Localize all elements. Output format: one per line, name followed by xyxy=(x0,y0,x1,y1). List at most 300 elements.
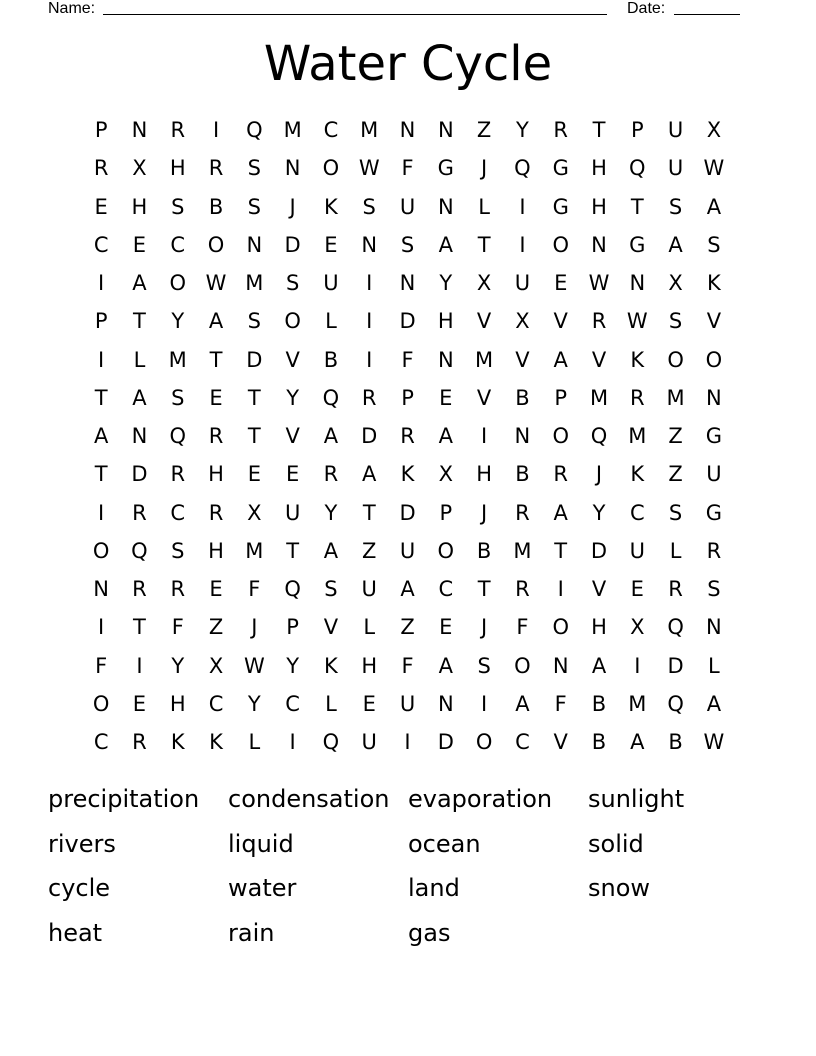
grid-letter: Z xyxy=(208,615,224,640)
grid-letter: L xyxy=(133,347,146,372)
grid-letter: V xyxy=(285,424,300,448)
grid-letter: F xyxy=(401,653,414,678)
grid-letter: H xyxy=(208,538,224,563)
grid-letter: S xyxy=(285,271,300,295)
grid-letter: I xyxy=(519,232,526,257)
grid-letter: M xyxy=(666,385,685,410)
grid-letter: D xyxy=(284,232,301,257)
grid-letter: R xyxy=(323,462,339,487)
grid-letter: F xyxy=(516,615,529,640)
grid-letter: I xyxy=(98,615,105,640)
word-list-item: heat xyxy=(48,918,103,947)
grid-letter: K xyxy=(324,194,338,219)
grid-letter: I xyxy=(557,577,564,601)
grid-letter: Y xyxy=(171,309,185,334)
grid-letter: A xyxy=(400,577,415,601)
grid-letter: S xyxy=(707,577,721,601)
letter-grid xyxy=(82,111,733,761)
grid-letter: E xyxy=(247,462,261,487)
grid-letter: U xyxy=(284,500,301,525)
grid-letter: T xyxy=(247,424,261,448)
grid-letter: N xyxy=(437,118,454,142)
grid-letter: D xyxy=(667,653,684,678)
grid-letter: S xyxy=(707,232,721,257)
grid-letter: J xyxy=(595,462,603,487)
word-list-item: ocean xyxy=(408,829,481,858)
grid-letter: U xyxy=(399,194,416,219)
word-list-item: gas xyxy=(408,918,451,947)
grid-letter: U xyxy=(629,538,645,563)
grid-letter: O xyxy=(705,347,723,372)
grid-letter: K xyxy=(400,462,415,487)
grid-letter: V xyxy=(323,615,339,640)
grid-letter: M xyxy=(245,271,264,295)
grid-letter: E xyxy=(362,691,376,716)
grid-row xyxy=(82,379,733,417)
grid-letter: H xyxy=(169,691,186,716)
grid-letter: K xyxy=(209,730,223,754)
grid-letter: I xyxy=(289,730,296,754)
grid-letter: B xyxy=(476,538,492,563)
grid-letter: A xyxy=(438,424,453,448)
grid-row xyxy=(82,532,733,570)
grid-letter: S xyxy=(668,309,683,334)
grid-letter: T xyxy=(247,385,261,410)
word-list-item: rain xyxy=(228,918,275,947)
grid-letter: U xyxy=(323,271,339,295)
grid-letter: F xyxy=(401,156,414,181)
grid-letter: P xyxy=(630,118,644,142)
grid-letter: Q xyxy=(590,424,608,448)
grid-letter: G xyxy=(629,232,646,257)
grid-letter: N xyxy=(399,271,416,295)
grid-letter: R xyxy=(132,500,147,525)
name-blank-line xyxy=(103,14,607,15)
grid-letter: P xyxy=(286,615,299,640)
grid-letter: O xyxy=(207,232,225,257)
grid-letter: E xyxy=(324,232,338,257)
grid-letter: X xyxy=(132,156,147,181)
grid-letter: E xyxy=(285,462,300,487)
grid-letter: Q xyxy=(629,156,646,181)
grid-letter: D xyxy=(399,309,416,334)
grid-letter: A xyxy=(93,424,109,448)
grid-letter: S xyxy=(171,194,185,219)
grid-letter: T xyxy=(133,615,146,640)
word-list-item: rivers xyxy=(48,829,116,858)
grid-letter: C xyxy=(208,691,224,716)
grid-letter: N xyxy=(131,118,148,142)
grid-letter: N xyxy=(706,385,722,410)
grid-letter: U xyxy=(667,118,684,142)
word-list-row xyxy=(48,911,768,956)
grid-letter: B xyxy=(668,730,683,754)
grid-letter: D xyxy=(246,347,263,372)
grid-letter: N xyxy=(514,424,531,448)
grid-letter: R xyxy=(170,118,186,142)
grid-letter: A xyxy=(132,271,147,295)
grid-letter: W xyxy=(703,730,725,754)
grid-letter: L xyxy=(363,615,376,640)
grid-letter: S xyxy=(362,194,376,219)
word-list-item: cycle xyxy=(48,874,111,902)
word-list-row xyxy=(48,822,768,867)
word-list-item: water xyxy=(228,874,297,902)
grid-letter: R xyxy=(630,385,645,410)
grid-letter: L xyxy=(669,538,682,563)
grid-letter: Q xyxy=(131,538,148,563)
grid-letter: E xyxy=(439,615,453,640)
grid-letter: S xyxy=(171,538,185,563)
grid-letter: I xyxy=(404,730,411,754)
grid-letter: G xyxy=(552,194,569,219)
grid-letter: A xyxy=(591,653,607,678)
header xyxy=(48,0,740,20)
grid-letter: V xyxy=(706,309,722,334)
date-blank-line xyxy=(674,14,740,15)
grid-letter: R xyxy=(361,385,377,410)
grid-letter: T xyxy=(630,194,644,219)
grid-letter: T xyxy=(133,309,146,334)
grid-letter: Y xyxy=(171,653,185,678)
grid-letter: X xyxy=(668,271,683,295)
grid-letter: U xyxy=(514,271,531,295)
grid-letter: N xyxy=(284,156,301,181)
grid-letter: R xyxy=(208,156,224,181)
grid-letter: L xyxy=(248,730,261,754)
grid-letter: L xyxy=(325,691,337,716)
grid-letter: I xyxy=(481,691,488,716)
grid-letter: O xyxy=(169,271,186,295)
grid-letter: C xyxy=(93,730,109,754)
grid-letter: N xyxy=(706,615,722,640)
grid-letter: W xyxy=(588,271,610,295)
grid-letter: R xyxy=(706,538,722,563)
word-list-item: precipitation xyxy=(48,785,200,813)
grid-letter: N xyxy=(437,691,454,716)
grid-letter: D xyxy=(437,730,454,754)
date-label: Date: xyxy=(627,0,666,17)
grid-letter: M xyxy=(168,347,187,372)
grid-letter: T xyxy=(94,462,108,487)
grid-letter: J xyxy=(251,615,258,640)
grid-letter: W xyxy=(205,271,227,295)
word-list-item: evaporation xyxy=(408,785,553,813)
grid-letter: Q xyxy=(667,691,684,716)
grid-letter: X xyxy=(476,271,492,295)
grid-letter: M xyxy=(628,424,647,448)
grid-letter: U xyxy=(667,156,684,181)
grid-letter: M xyxy=(360,118,379,142)
grid-letter: R xyxy=(132,577,147,601)
grid-letter: A xyxy=(668,232,683,257)
grid-letter: L xyxy=(708,653,720,678)
grid-letter: T xyxy=(362,500,376,525)
grid-letter: R xyxy=(553,118,568,142)
grid-letter: C xyxy=(285,691,300,716)
grid-letter: B xyxy=(515,385,530,410)
word-list-item: snow xyxy=(588,874,651,902)
word-list-item: sunlight xyxy=(588,785,685,813)
grid-letter: U xyxy=(706,462,722,487)
grid-row xyxy=(82,494,733,532)
grid-letter: E xyxy=(554,271,568,295)
grid-row xyxy=(82,149,733,187)
word-list-item: solid xyxy=(588,829,644,858)
grid-letter: I xyxy=(212,118,220,142)
grid-letter: N xyxy=(552,653,569,678)
grid-letter: P xyxy=(439,500,453,525)
grid-letter: N xyxy=(361,232,378,257)
grid-letter: N xyxy=(399,118,416,142)
grid-row xyxy=(82,647,733,685)
grid-letter: R xyxy=(170,462,186,487)
grid-letter: N xyxy=(629,271,646,295)
grid-letter: C xyxy=(93,232,109,257)
grid-row xyxy=(82,111,733,149)
grid-letter: P xyxy=(554,385,568,410)
grid-letter: S xyxy=(477,653,491,678)
grid-letter: N xyxy=(246,232,263,257)
grid-letter: N xyxy=(131,424,148,448)
grid-letter: T xyxy=(209,347,223,372)
grid-letter: R xyxy=(93,156,109,181)
word-list-row xyxy=(48,866,768,911)
grid-letter: G xyxy=(705,424,723,448)
grid-letter: A xyxy=(323,538,339,563)
grid-letter: G xyxy=(705,500,723,525)
grid-letter: Q xyxy=(322,385,340,410)
grid-letter: V xyxy=(591,577,607,601)
grid-letter: F xyxy=(401,347,414,372)
grid-letter: F xyxy=(95,653,108,678)
grid-letter: W xyxy=(243,653,265,678)
word-list-item: land xyxy=(408,874,460,902)
grid-letter: A xyxy=(553,347,568,372)
grid-letter: M xyxy=(283,118,302,142)
grid-letter: M xyxy=(513,538,532,563)
grid-letter: U xyxy=(399,691,416,716)
grid-letter: H xyxy=(437,309,454,334)
grid-letter: R xyxy=(668,577,683,601)
grid-letter: V xyxy=(515,347,530,372)
page-title: Water Cycle xyxy=(263,36,553,92)
grid-letter: V xyxy=(553,309,568,334)
grid-letter: C xyxy=(629,500,645,525)
grid-letter: T xyxy=(592,118,606,142)
grid-letter: S xyxy=(400,232,415,257)
grid-letter: W xyxy=(703,156,725,181)
grid-row xyxy=(82,264,733,302)
grid-letter: C xyxy=(438,577,454,601)
word-list-row xyxy=(48,777,768,822)
grid-letter: P xyxy=(94,309,108,334)
grid-letter: X xyxy=(706,118,722,142)
grid-letter: A xyxy=(553,500,568,525)
grid-letter: O xyxy=(514,653,531,678)
grid-letter: E xyxy=(209,577,223,601)
grid-letter: R xyxy=(170,577,186,601)
grid-letter: O xyxy=(322,156,340,181)
grid-letter: C xyxy=(170,500,186,525)
grid-letter: S xyxy=(324,577,338,601)
grid-letter: Q xyxy=(246,118,263,142)
grid-letter: T xyxy=(554,538,568,563)
grid-letter: C xyxy=(170,232,186,257)
grid-letter: M xyxy=(245,538,264,563)
grid-letter: S xyxy=(668,500,683,525)
grid-letter: M xyxy=(628,691,647,716)
grid-letter: A xyxy=(132,385,147,410)
grid-letter: O xyxy=(552,615,569,640)
grid-letter: I xyxy=(366,271,373,295)
grid-letter: H xyxy=(208,462,224,487)
grid-row xyxy=(82,341,733,379)
grid-letter: C xyxy=(323,118,339,142)
grid-letter: I xyxy=(634,653,641,678)
grid-letter: S xyxy=(247,194,261,219)
grid-letter: A xyxy=(438,232,453,257)
grid-letter: I xyxy=(481,424,488,448)
grid-letter: I xyxy=(366,347,373,372)
grid-letter: Q xyxy=(169,424,186,448)
grid-letter: A xyxy=(515,691,530,716)
grid-letter: A xyxy=(706,194,722,219)
grid-letter: D xyxy=(590,538,608,563)
grid-letter: U xyxy=(399,538,416,563)
grid-letter: R xyxy=(400,424,415,448)
grid-letter: R xyxy=(132,730,147,754)
grid-letter: Q xyxy=(667,615,684,640)
grid-letter: Q xyxy=(514,156,531,181)
grid-row xyxy=(82,608,733,646)
grid-letter: T xyxy=(94,385,108,410)
grid-letter: X xyxy=(630,615,645,640)
grid-letter: J xyxy=(289,194,296,219)
grid-letter: K xyxy=(707,271,721,295)
grid-letter: H xyxy=(591,615,607,640)
grid-letter: U xyxy=(361,730,377,754)
grid-letter: N xyxy=(437,194,454,219)
grid-letter: Z xyxy=(668,424,683,448)
grid-letter: Y xyxy=(516,118,529,142)
grid-letter: J xyxy=(481,500,488,525)
grid-letter: Y xyxy=(439,271,453,295)
grid-letter: A xyxy=(706,691,722,716)
grid-letter: K xyxy=(324,653,338,678)
grid-letter: E xyxy=(94,194,108,219)
grid-letter: Z xyxy=(476,118,492,142)
grid-letter: A xyxy=(362,462,377,487)
grid-row xyxy=(82,302,733,340)
grid-letter: O xyxy=(92,691,110,716)
grid-letter: V xyxy=(476,385,492,410)
grid-letter: G xyxy=(437,156,454,181)
grid-letter: Y xyxy=(324,500,338,525)
grid-letter: X xyxy=(515,309,530,334)
grid-letter: S xyxy=(171,385,185,410)
grid-letter: V xyxy=(553,730,568,754)
grid-letter: E xyxy=(132,691,147,716)
grid-letter: B xyxy=(323,347,339,372)
grid-letter: O xyxy=(475,730,493,754)
grid-letter: O xyxy=(284,309,301,334)
grid-letter: Y xyxy=(592,500,606,525)
grid-letter: O xyxy=(667,347,684,372)
grid-letter: L xyxy=(325,309,337,334)
grid-letter: X xyxy=(438,462,454,487)
grid-letter: I xyxy=(98,500,105,525)
grid-letter: S xyxy=(668,194,683,219)
grid-letter: S xyxy=(247,156,261,181)
grid-letter: O xyxy=(552,424,569,448)
grid-letter: Y xyxy=(286,385,300,410)
grid-letter: B xyxy=(208,194,224,219)
grid-row xyxy=(82,685,733,723)
word-list xyxy=(48,777,768,955)
grid-letter: H xyxy=(476,462,493,487)
grid-letter: O xyxy=(552,232,569,257)
grid-letter: Q xyxy=(322,730,340,754)
grid-letter: M xyxy=(589,385,609,410)
grid-letter: I xyxy=(136,653,143,678)
grid-letter: R xyxy=(208,424,224,448)
grid-letter: O xyxy=(92,538,110,563)
grid-letter: F xyxy=(171,615,184,640)
grid-letter: A xyxy=(438,653,453,678)
grid-letter: K xyxy=(170,730,185,754)
grid-letter: Y xyxy=(247,691,261,716)
grid-letter: M xyxy=(475,347,494,372)
grid-letter: A xyxy=(208,309,224,334)
grid-letter: R xyxy=(515,500,530,525)
grid-letter: F xyxy=(554,691,567,716)
grid-letter: F xyxy=(248,577,261,601)
grid-letter: B xyxy=(515,462,530,487)
grid-letter: U xyxy=(361,577,377,601)
grid-letter: D xyxy=(399,500,416,525)
word-list-item: liquid xyxy=(228,829,294,858)
grid-letter: J xyxy=(481,156,488,181)
grid-letter: K xyxy=(630,347,645,372)
grid-letter: K xyxy=(630,462,645,487)
grid-row xyxy=(82,417,733,455)
grid-letter: R xyxy=(515,577,530,601)
grid-letter: I xyxy=(366,309,373,334)
grid-letter: C xyxy=(515,730,530,754)
grid-letter: W xyxy=(358,156,380,181)
grid-letter: Q xyxy=(284,577,301,601)
grid-row xyxy=(82,226,733,264)
grid-letter: A xyxy=(323,424,339,448)
name-label: Name: xyxy=(48,0,96,17)
grid-row xyxy=(82,455,733,493)
grid-letter: W xyxy=(626,309,648,334)
grid-letter: I xyxy=(519,194,526,219)
grid-letter: Z xyxy=(400,615,415,640)
grid-letter: T xyxy=(286,538,300,563)
grid-letter: X xyxy=(208,653,224,678)
grid-letter: Z xyxy=(362,538,377,563)
grid-letter: R xyxy=(208,500,224,525)
grid-letter: H xyxy=(591,156,607,181)
grid-letter: B xyxy=(591,730,607,754)
grid-letter: S xyxy=(247,309,261,334)
grid-letter: Y xyxy=(286,653,300,678)
grid-row xyxy=(82,570,733,608)
grid-letter: V xyxy=(591,347,607,372)
grid-letter: N xyxy=(93,577,109,601)
